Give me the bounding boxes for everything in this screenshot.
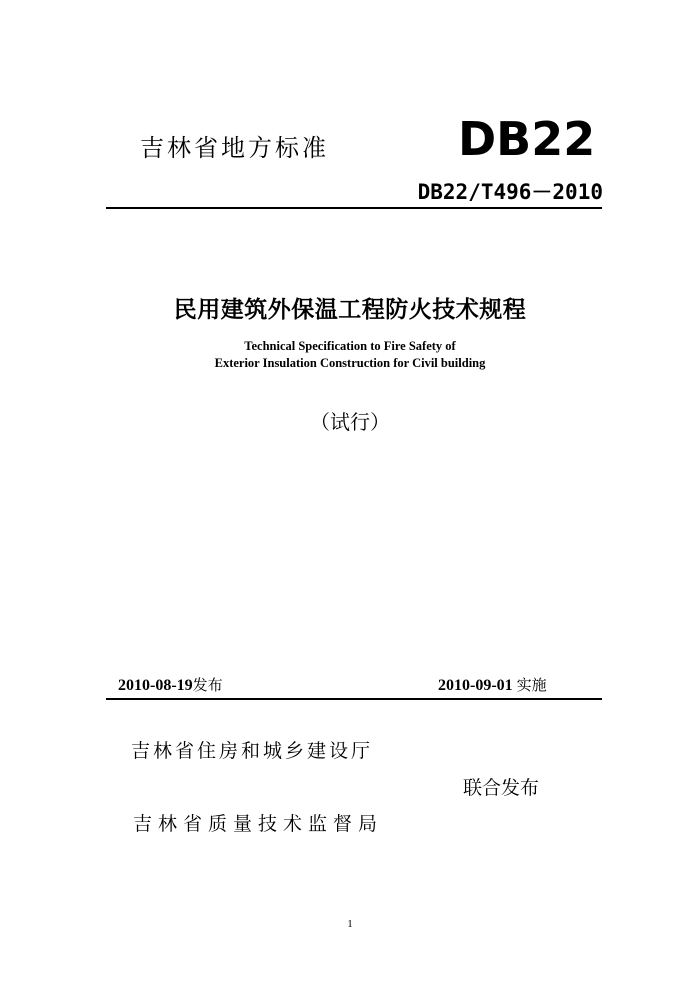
joint-issue-label: 联合发布 [463,777,540,799]
document-title-english-line2: Exterior Insulation Construction for Civil building [214,356,486,370]
header-divider [106,207,602,209]
trial-note: （试行） [310,410,390,434]
page-number: 1 [347,918,353,930]
dates-divider [106,698,602,700]
issue-date: 2010-08-19 [118,677,193,694]
issue-label: 发布 [192,676,223,694]
standard-category-label: 吉林省地方标准 [140,134,329,162]
standard-code: DB22 [458,112,596,166]
standard-number: DB22/T496－2010 [417,180,603,204]
publisher-quality-bureau: 吉林省质量技术监督局 [133,813,384,835]
publisher-housing-department: 吉林省住房和城乡建设厅 [131,740,374,762]
effective-date: 2010-09-01 [438,677,513,694]
document-title-chinese: 民用建筑外保温工程防火技术规程 [173,297,527,323]
issue-date-block [118,674,223,695]
effective-label: 实施 [516,676,547,694]
effective-date-block [438,674,547,695]
document-title-english-line1: Technical Specification to Fire Safety of [244,339,456,353]
